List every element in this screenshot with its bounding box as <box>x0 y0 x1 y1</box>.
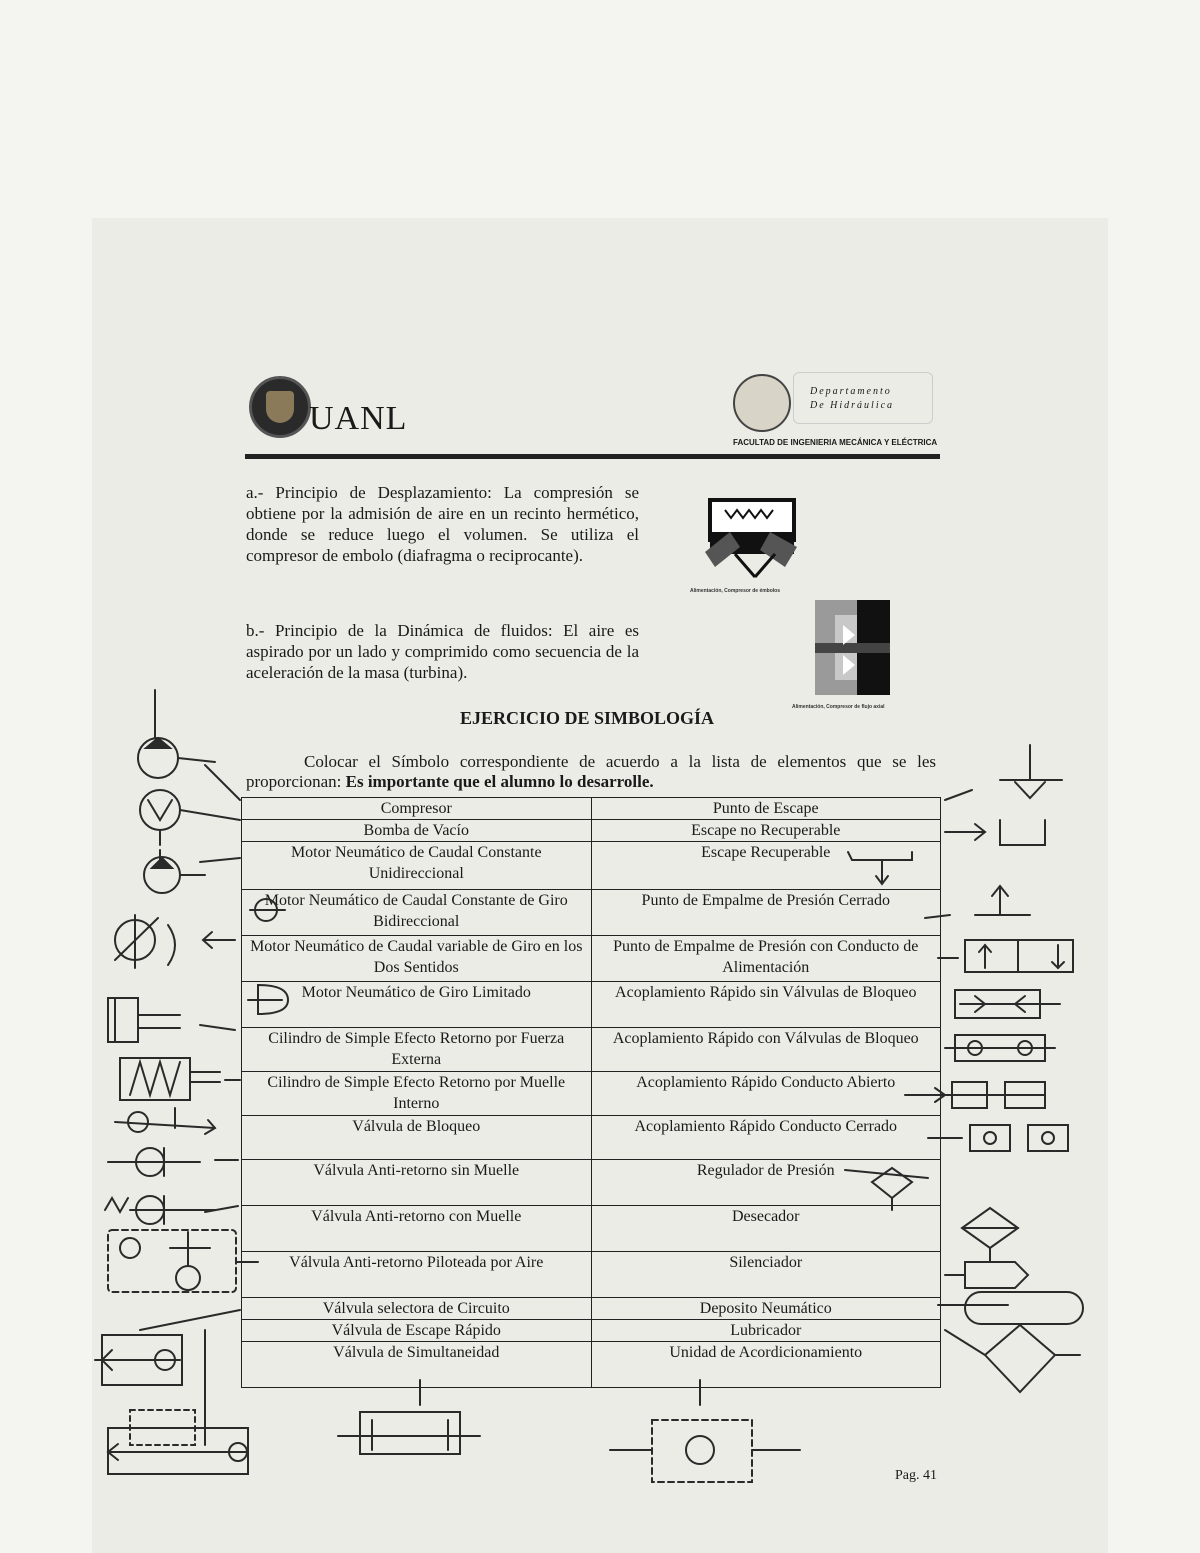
dryer-sketch <box>962 1208 1018 1262</box>
conditioning-unit-sketch <box>610 1380 800 1482</box>
table-cell-left: Motor Neumático de Caudal Constante Unidireccional <box>242 842 592 890</box>
table-cell-left: Válvula de Escape Rápido <box>242 1320 592 1342</box>
piston-compressor-caption: Alimentación, Compresor de émbolos <box>690 588 781 594</box>
limited-motor-sketch <box>248 985 288 1014</box>
principle-b-text: b.- Principio de la Dinámica de fluidos: El aire es aspirado por un lado y comprimido como secuencia de la aceleración de la masa (turbina). <box>246 621 639 682</box>
check-valve-spring-sketch <box>105 1196 238 1224</box>
check-valve-sketch <box>108 1148 238 1176</box>
exhaust-point-sketch <box>945 745 1062 800</box>
circuit-selector-sketch <box>95 1310 240 1385</box>
non-recoverable-exhaust-sketch <box>945 820 1045 845</box>
table-cell-right: Acoplamiento Rápido sin Válvulas de Bloqueo <box>591 982 941 1028</box>
table-cell-right: Escape Recuperable <box>591 842 941 890</box>
closed-junction-sketch <box>925 886 1030 918</box>
lubricator-sketch <box>945 1325 1080 1392</box>
cylinder-spring-sketch <box>120 1058 240 1100</box>
table-cell-left: Válvula Anti-retorno sin Muelle <box>242 1160 592 1206</box>
axial-compressor-caption: Alimentación, Compresor de flujo axial <box>792 704 885 710</box>
table-cell-left: Cilindro de Simple Efecto Retorno por Fuerza Externa <box>242 1028 592 1072</box>
vacuum-pump-sketch <box>140 790 240 845</box>
table-cell-left: Válvula selectora de Circuito <box>242 1298 592 1320</box>
silencer-sketch <box>945 1262 1028 1288</box>
motor-unidirectional-sketch <box>144 850 240 893</box>
table-cell-right: Unidad de Acordicionamiento <box>591 1342 941 1388</box>
table-cell-right: Lubricador <box>591 1320 941 1342</box>
bidirectional-motor-sketch <box>250 899 285 921</box>
exercise-title: EJERCICIO DE SIMBOLOGÍA <box>460 708 715 728</box>
department-line-2: De Hidráulica <box>810 400 895 411</box>
table-cell-right: Acoplamiento Rápido Conducto Cerrado <box>591 1116 941 1160</box>
table-cell-left: Bomba de Vacío <box>242 820 592 842</box>
coupling-with-valves-sketch <box>945 1035 1055 1061</box>
motor-variable-sketch <box>115 915 235 968</box>
table-cell-left: Motor Neumático de Caudal variable de Giro en los Dos Sentidos <box>242 936 592 982</box>
cylinder-external-force-sketch <box>108 998 235 1042</box>
table-cell-right: Punto de Escape <box>591 798 941 820</box>
table-cell-left: Válvula de Simultaneidad <box>242 1342 592 1388</box>
instructions-text: Colocar el Símbolo correspondiente de acuerdo a la lista de elementos que se les proporcionan: <box>246 752 936 791</box>
coupling-open-sketch <box>905 1082 1045 1108</box>
university-name: UANL <box>309 400 408 437</box>
table-cell-left: Válvula de Bloqueo <box>242 1116 592 1160</box>
piloted-check-valve-sketch <box>108 1230 258 1292</box>
table-cell-left: Motor Neumático de Giro Limitado <box>242 982 592 1028</box>
compressor-sketch <box>138 690 240 800</box>
table-cell-right: Punto de Empalme de Presión con Conducto de Alimentación <box>591 936 941 982</box>
table-cell-left: Válvula Anti-retorno Piloteada por Aire <box>242 1252 592 1298</box>
table-cell-right: Escape no Recuperable <box>591 820 941 842</box>
simultaneous-valve-sketch <box>338 1380 480 1454</box>
table-cell-right: Silenciador <box>591 1252 941 1298</box>
quick-exhaust-sketch <box>108 1330 248 1474</box>
table-cell-left: Motor Neumático de Caudal Constante de Giro Bidireccional <box>242 890 592 936</box>
table-cell-right: Regulador de Presión <box>591 1160 941 1206</box>
table-cell-left: Compresor <box>242 798 592 820</box>
table-cell-right: Punto de Empalme de Presión Cerrado <box>591 890 941 936</box>
page-number: Pag. 41 <box>895 1468 937 1483</box>
supply-junction-sketch <box>938 940 1073 972</box>
faculty-name: FACULTAD DE INGENIERIA MECÁNICA Y ELÉCTRICA <box>733 438 938 447</box>
pressure-regulator-sketch <box>845 1168 928 1210</box>
principle-a-text: a.- Principio de Desplazamiento: La compresión se obtiene por la admisión de aire en un recinto hermético, donde se reduce luego el volumen. Se utiliza el compresor de embolo (diafragma o reciprocante). <box>246 483 639 565</box>
coupling-no-valves-sketch <box>955 990 1060 1018</box>
recoverable-exhaust-sketch <box>848 852 912 884</box>
reservoir-sketch <box>938 1292 1083 1324</box>
table-cell-left: Cilindro de Simple Efecto Retorno por Muelle Interno <box>242 1072 592 1116</box>
table-cell-left: Válvula Anti-retorno con Muelle <box>242 1206 592 1252</box>
table-cell-right: Acoplamiento Rápido con Válvulas de Bloqueo <box>591 1028 941 1072</box>
instructions-bold-text: Es importante que el alumno lo desarrolle. <box>345 772 654 791</box>
coupling-closed-sketch <box>928 1125 1068 1151</box>
table-cell-right: Desecador <box>591 1206 941 1252</box>
table-cell-right: Deposito Neumático <box>591 1298 941 1320</box>
table-cell-right: Acoplamiento Rápido Conducto Abierto <box>591 1072 941 1116</box>
shutoff-valve-sketch <box>115 1108 215 1134</box>
department-line-1: Departamento <box>810 386 892 397</box>
